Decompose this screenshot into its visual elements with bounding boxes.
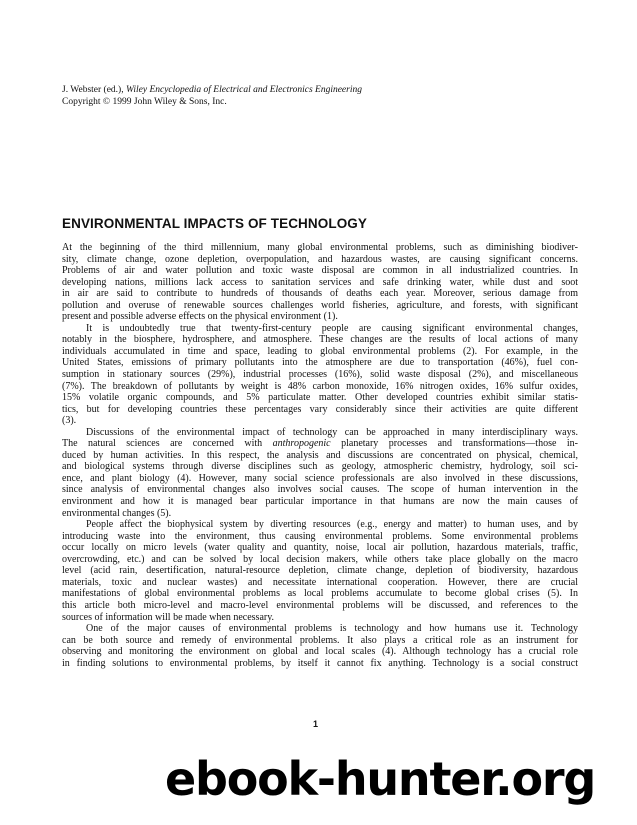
citation-header: [62, 85, 582, 108]
text-line: Problems of air and water pollution and toxic waste disposal are common in all industrialized countries. In: [62, 265, 578, 277]
text-line: individuals accumulated in time and space, leading to global environmental problems (2). For example, in the: [62, 345, 578, 357]
text-span: planetary processes and transformations—those in-: [330, 438, 578, 450]
text-line: this article both micro-level and macro-level environmental problems will be discussed, and references to the: [62, 599, 578, 611]
text-line: Discussions of the environmental impact of technology can be approached in many interdisciplinary ways.: [86, 426, 578, 438]
text-line: since analysis of environmental changes also involves social causes. The scope of human intervention in the: [62, 484, 578, 496]
citation-prefix: J. Webster (ed.),: [62, 85, 126, 95]
article-body: [62, 242, 578, 669]
text-line: ence, and plant biology (4). However, many social science professionals are also involved in these discussions,: [62, 472, 578, 484]
text-line: can be both source and remedy of environmental problems. It also plays a critical role as an instrument for: [62, 634, 578, 646]
text-line: level (acid rain, desertification, natural-resource depletion, climate change, depletion of biodiversity, hazardous: [62, 565, 578, 577]
text-line: manifestations of global environmental problems as local problems accumulate to become global crises (5). In: [62, 588, 578, 600]
citation-title: Wiley Encyclopedia of Electrical and Electronics Engineering: [125, 85, 362, 95]
citation-line: [62, 85, 582, 97]
text-line: notably in the biosphere, hydrosphere, and atmosphere. These changes are the results of local actions of many: [62, 334, 578, 346]
article-title: ENVIRONMENTAL IMPACTS OF TECHNOLOGY: [62, 216, 368, 231]
watermark: ebook-hunter.org: [165, 752, 596, 806]
text-line: United States, emissions of primary pollutants into the atmosphere are due to transportation (46%), fuel con-: [62, 357, 578, 369]
text-line: At the beginning of the third millennium, many global environmental problems, such as diminishing biodiver-: [62, 242, 578, 253]
text-line: sumption in stationary sources (29%), industrial processes (16%), solid waste disposal (2%), and miscellaneous: [62, 369, 578, 381]
text-line: overcrowding, etc.) and can be solved by local decision makers, while others take place globally on the macro: [62, 553, 578, 565]
text-line: One of the major causes of environmental problems is technology and how humans use it. Technology: [86, 623, 578, 635]
text-line: and biological systems through diverse disciplines such as geology, atmospheric chemistry, hydrology, soil sci-: [62, 461, 578, 473]
text-line: sity, climate change, ozone depletion, overpopulation, and hazardous wastes, are causing significant concerns.: [62, 253, 578, 265]
text-line: It is undoubtedly true that twenty-first-century people are causing significant environmental changes,: [86, 322, 578, 334]
text-line: [62, 438, 578, 450]
text-line: in air are said to contribute to hundreds of thousands of deaths each year. Moreover, serious damage from: [62, 288, 578, 300]
text-line: 15% volatile organic compounds, and 5% particulate matter. Other developed countries exhibit similar statis-: [62, 392, 578, 404]
text-line: present and possible adverse effects on the physical environment (1).: [62, 311, 338, 323]
page-number: 1: [313, 719, 319, 729]
text-line: introducing waste into the environment, thus causing environmental problems. Some environmental problems: [62, 530, 578, 542]
text-line: sources of information will be made when necessary.: [62, 611, 275, 623]
text-line: environmental changes (5).: [62, 507, 172, 519]
copyright-line: Copyright © 1999 John Wiley & Sons, Inc.: [62, 96, 227, 107]
text-span: The natural sciences are concerned with: [62, 438, 273, 450]
text-line: pollution and overuse of renewable sources challenges world fisheries, agriculture, and forests, with significant: [62, 299, 578, 311]
text-line: in finding solutions to environmental problems, by itself it cannot fix anything. Technology is a social construct: [62, 657, 578, 669]
text-line: People affect the biophysical system by diverting resources (e.g., energy and matter) to human uses, and by: [86, 519, 578, 531]
text-line: observing and monitoring the environment on global and local scales (4). Although technology has a crucial role: [62, 646, 578, 658]
italic-term: anthropogenic: [272, 438, 331, 450]
text-line: environment and how it is managed bear particular importance in that humans are now the main causes of: [62, 496, 578, 508]
text-line: tics, but for developing countries these percentages vary considerably since their activities are quite different: [62, 403, 578, 415]
text-line: (3).: [62, 415, 77, 427]
text-line: duced by human activities. In this respect, the analysis and discussions are concentrated on physical, chemical,: [62, 449, 578, 461]
text-line: materials, toxic and nuclear wastes) and necessitate international cooperation. However, there are crucial: [62, 576, 578, 588]
text-line: (7%). The breakdown of pollutants by weight is 48% carbon monoxide, 16% nitrogen oxides, 16% sulfur oxides,: [62, 380, 578, 392]
text-line: developing nations, millions lack access to sanitation services and safe drinking water, while dust and soot: [62, 276, 578, 288]
text-line: occur locally on micro levels (water quality and quantity, noise, local air pollution, hazardous materials, traffic,: [62, 542, 578, 554]
